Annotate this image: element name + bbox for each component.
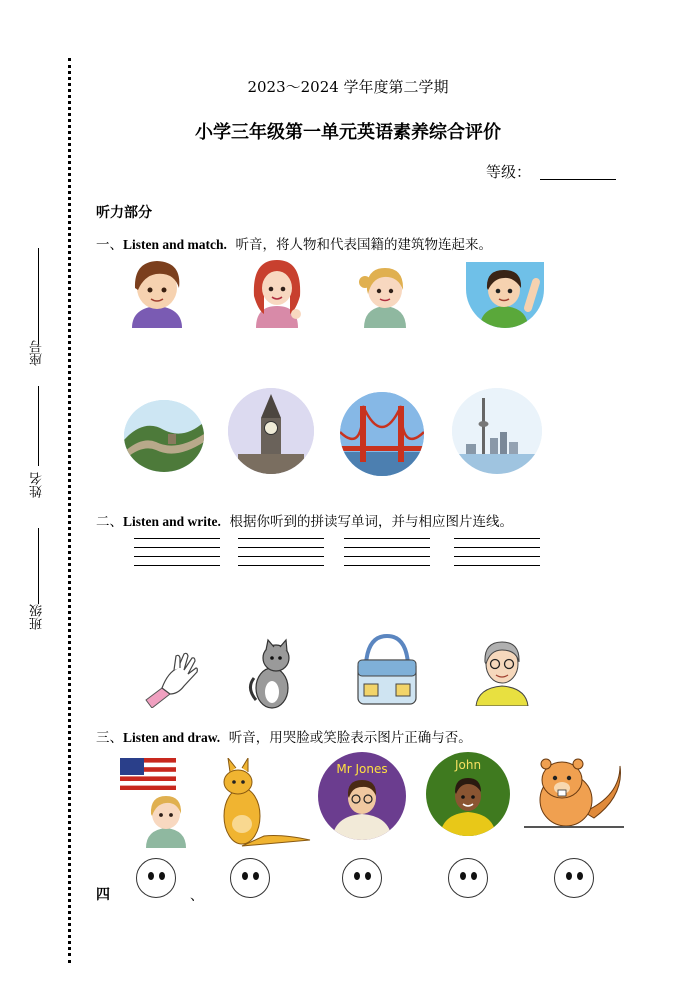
- child-2-image[interactable]: [246, 256, 308, 332]
- child-1-image[interactable]: [126, 256, 188, 332]
- child-3-image[interactable]: [356, 260, 414, 332]
- question-3-instruction: 听音，用哭脸或笑脸表示图片正确与否。: [228, 730, 472, 746]
- write-lines-3[interactable]: [344, 538, 430, 568]
- write-lines-2[interactable]: [238, 538, 324, 568]
- grade-blank[interactable]: [540, 179, 616, 180]
- seat-number-label: 座号: [30, 340, 45, 366]
- mr-jones-image[interactable]: [318, 752, 406, 840]
- binding-dotted-line: [68, 58, 71, 963]
- question-2-english: Listen and write.: [123, 514, 221, 529]
- write-lines-4[interactable]: [454, 538, 540, 568]
- question-3-number: 三、: [96, 730, 123, 746]
- golden-gate-bridge-image[interactable]: [340, 392, 424, 476]
- question-1-english: Listen and match.: [123, 237, 227, 252]
- question-2-number: 二、: [96, 514, 123, 530]
- name-line: [38, 386, 39, 466]
- grade-label: 等级：: [486, 163, 532, 181]
- answer-face-2[interactable]: [230, 858, 270, 898]
- mr-jones-label: Mr Jones: [336, 762, 388, 776]
- answer-face-5[interactable]: [554, 858, 594, 898]
- john-label: John: [454, 758, 482, 772]
- big-ben-image[interactable]: [228, 388, 314, 474]
- cat-image[interactable]: [246, 638, 296, 714]
- question-1-instruction: 听音，将人物和代表国籍的建筑物连起来。: [235, 237, 492, 253]
- cn-tower-image[interactable]: [452, 388, 542, 474]
- answer-face-3[interactable]: [342, 858, 382, 898]
- teacher-image[interactable]: [470, 636, 534, 710]
- hand-image[interactable]: [140, 646, 200, 712]
- us-flag-icon: [120, 758, 176, 790]
- listening-section-heading: 听力部分: [96, 205, 152, 221]
- question-1-number: 一、: [96, 237, 123, 253]
- semester-heading: 2023～2024 学年度第二学期: [247, 78, 449, 96]
- question-3-english: Listen and draw.: [123, 730, 221, 745]
- question-4-separator: 、: [190, 888, 204, 904]
- child-4-image[interactable]: [466, 262, 544, 328]
- class-label: 班级: [30, 604, 45, 630]
- great-wall-image[interactable]: [124, 400, 204, 472]
- name-label: 姓名: [30, 472, 45, 498]
- question-1: [96, 233, 492, 253]
- beaver-image[interactable]: [524, 752, 624, 834]
- class-line: [38, 528, 39, 604]
- page-title: 小学三年级第一单元英语素养综合评价: [195, 122, 501, 143]
- us-flag-girl-image[interactable]: [120, 758, 200, 852]
- seat-number-line: [38, 248, 39, 344]
- answer-face-4[interactable]: [448, 858, 488, 898]
- answer-face-1[interactable]: [136, 858, 176, 898]
- write-lines-1[interactable]: [134, 538, 220, 568]
- question-2: [96, 510, 513, 530]
- kangaroo-image[interactable]: [212, 758, 316, 852]
- question-2-instruction: 根据你听到的拼读写单词，并与相应图片连线。: [229, 514, 513, 530]
- question-4-number: 四: [96, 887, 110, 903]
- john-image[interactable]: [426, 752, 510, 836]
- bag-image[interactable]: [354, 634, 420, 710]
- question-3: [96, 726, 472, 746]
